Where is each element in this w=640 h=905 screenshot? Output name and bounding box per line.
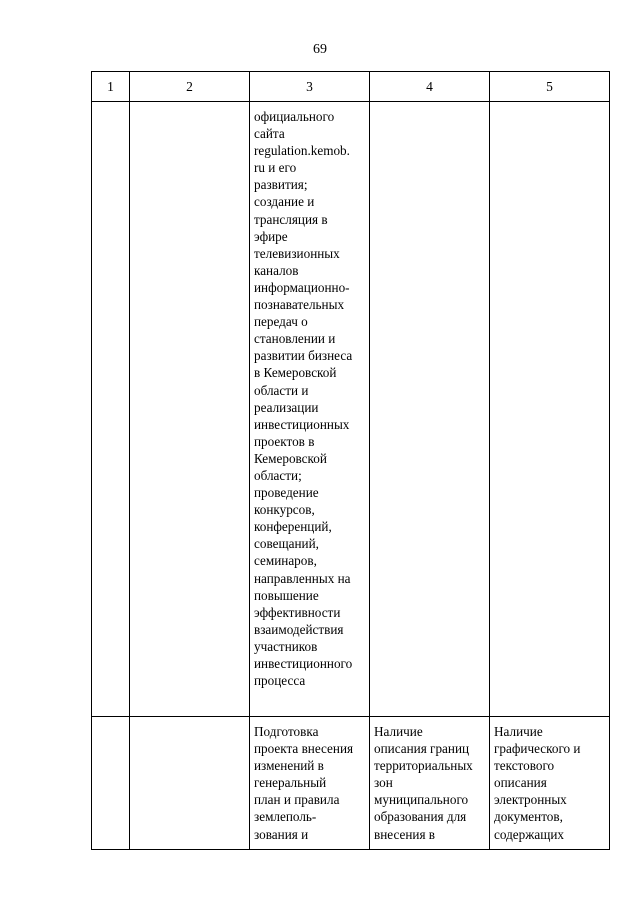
table-cell [490, 102, 610, 717]
text-line: Наличие [494, 724, 543, 739]
text-line: Наличие [374, 724, 423, 739]
text-line: проектов в [254, 433, 315, 449]
text-line: каналов [254, 262, 299, 278]
text-line: повышение [254, 587, 319, 603]
text-line: сайта [254, 126, 285, 142]
cell-text [250, 102, 369, 689]
table-cell [130, 102, 250, 717]
text-line: создание и [254, 194, 315, 210]
table-cell [370, 102, 490, 717]
text-line: зования и [254, 826, 309, 842]
text-line: познавательных [254, 297, 345, 313]
text-line: внесения в [374, 826, 436, 842]
text-line: участников [254, 638, 318, 654]
text-line: электронных [494, 792, 567, 808]
text-line: информационно- [254, 279, 350, 295]
header-cell-1: 1 [92, 72, 130, 102]
text-line: муниципального [374, 792, 469, 808]
text-line: области и [254, 382, 309, 398]
text-line: официального [254, 109, 335, 124]
text-line: план и правила [254, 792, 340, 808]
text-line: графического и [494, 741, 581, 757]
cell-text [370, 717, 489, 843]
header-cell-4: 4 [370, 72, 490, 102]
table-header-row [92, 72, 610, 102]
text-line: телевизионных [254, 245, 340, 261]
header-cell-2: 2 [130, 72, 250, 102]
table-cell [92, 102, 130, 717]
cell-text [490, 717, 609, 843]
text-line: территориальных [374, 758, 473, 774]
text-line: проекта внесения [254, 741, 354, 757]
table-cell [130, 717, 250, 850]
text-line: ru и его [254, 160, 297, 176]
text-line: развитии бизнеса [254, 348, 353, 364]
table-cell [92, 717, 130, 850]
text-line: образования для [374, 809, 467, 825]
text-line: инвестиционных [254, 416, 350, 432]
table-cell-indicator [370, 717, 490, 850]
text-line: землеполь- [254, 809, 317, 825]
text-line: конкурсов, [254, 502, 315, 518]
text-line: инвестиционного [254, 656, 353, 671]
text-line: становлении и [254, 331, 336, 347]
text-line: реализации [254, 399, 319, 415]
text-line: документов, [494, 809, 563, 825]
text-line: развития; [254, 177, 308, 193]
text-line: текстового [494, 758, 555, 774]
text-line: области; [254, 467, 302, 483]
text-line: содержащих [494, 826, 564, 842]
text-line: в Кемеровской [254, 365, 337, 381]
text-line: семинаров, [254, 553, 317, 569]
data-table [91, 71, 610, 850]
text-line: зон [374, 775, 393, 791]
text-line: Подготовка [254, 724, 319, 739]
text-line: regulation.kemob. [254, 143, 350, 159]
header-cell-5: 5 [490, 72, 610, 102]
text-line: генеральный [254, 775, 327, 791]
text-line: описания границ [374, 741, 470, 757]
text-line: взаимодействия [254, 621, 344, 637]
text-line: совещаний, [254, 536, 319, 552]
text-line: описания [494, 775, 547, 791]
table-cell-activity [250, 717, 370, 850]
text-line: эффективности [254, 604, 341, 620]
text-line: проведение [254, 485, 319, 501]
text-line: процесса [254, 673, 306, 689]
cell-text [250, 717, 369, 843]
table-row [92, 717, 610, 850]
table-cell-activities [250, 102, 370, 717]
table-row [92, 102, 610, 717]
text-line: направленных на [254, 570, 351, 586]
text-line: передач о [254, 314, 308, 330]
text-line: Кемеровской [254, 450, 327, 466]
text-line: изменений в [254, 758, 324, 774]
text-line: трансляция в [254, 211, 328, 227]
table-cell-result [490, 717, 610, 850]
text-line: эфире [254, 228, 288, 244]
text-line: конференций, [254, 519, 332, 535]
header-cell-3: 3 [250, 72, 370, 102]
page-number: 69 [313, 42, 327, 57]
